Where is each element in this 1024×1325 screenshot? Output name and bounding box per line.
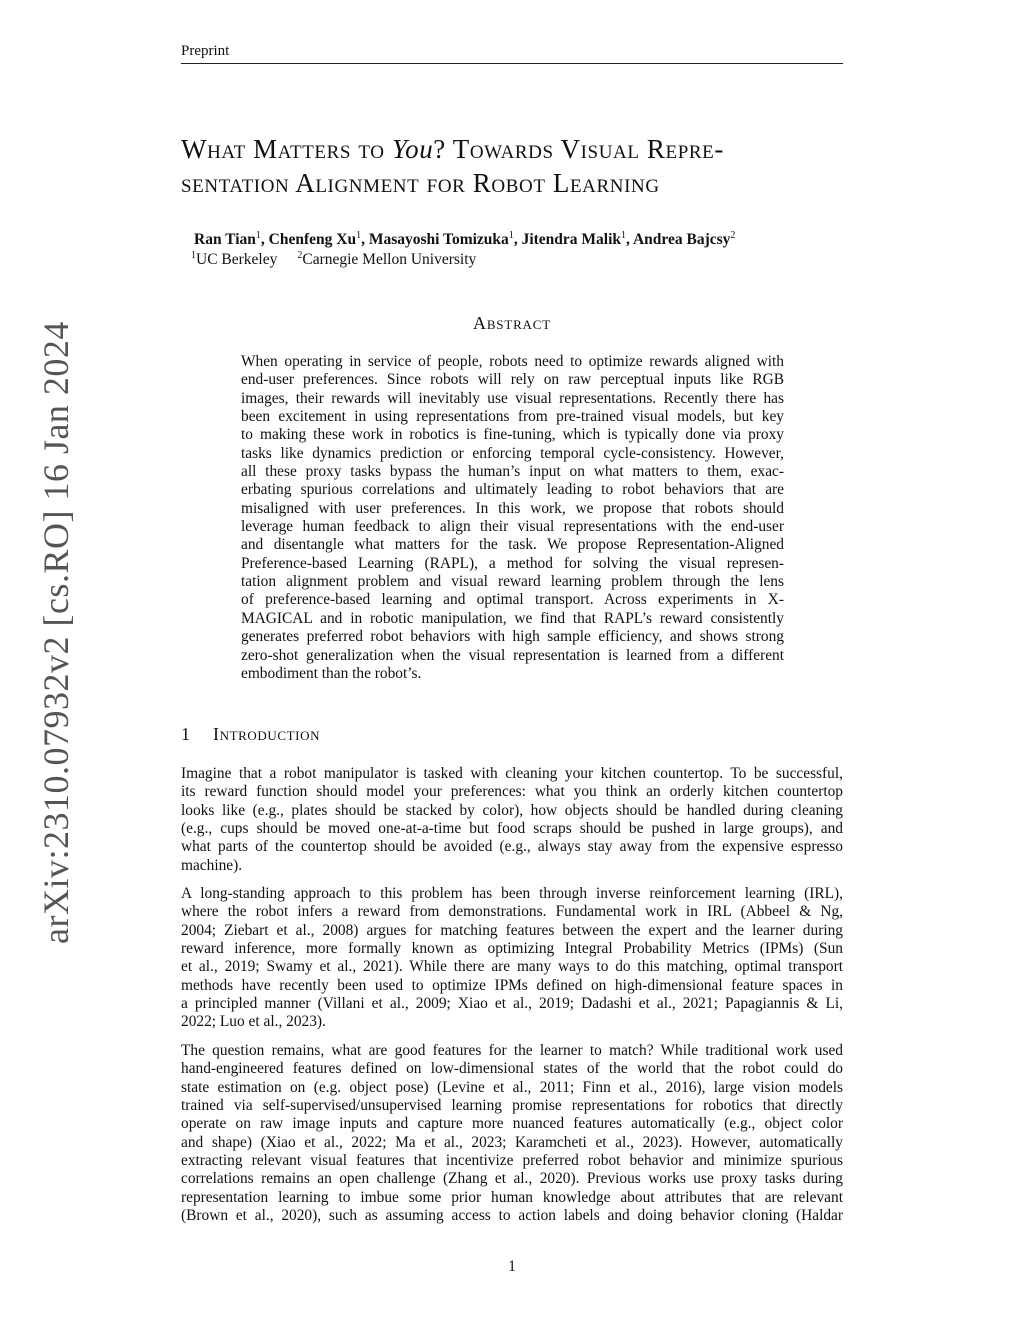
text-line: and shape) (Xiao et al., 2022; Ma et al., 2023; Karamcheti et al., 2023). However, automatically <box>181 1133 843 1151</box>
text-line: operate on raw image inputs and capture more nuanced features automatically (e.g., object color <box>181 1115 843 1133</box>
author: Ran Tian$^1$ <box>194 230 261 249</box>
text-line: embodiment than the robot’s. <box>241 664 422 682</box>
intro-paragraph-3 <box>181 1042 843 1225</box>
text-line: 2004; Ziebart et al., 2008) argues for matching features between the expert and the learner during <box>181 921 843 939</box>
text-line: what parts of the countertop should be avoided (e.g., always stay away from the expensive espresso <box>181 838 843 856</box>
abstract-heading: Abstract <box>473 313 551 333</box>
page-number: 1 <box>508 1258 516 1275</box>
text-line: erbating spurious correlations and ultimately leading to robot behaviors that are <box>241 481 784 499</box>
text-line: images, their rewards will inevitably use visual representations. Recently there has <box>241 389 784 407</box>
running-header: Preprint <box>181 43 843 64</box>
text-line: When operating in service of people, robots need to optimize rewards aligned with <box>241 353 784 370</box>
text-line: MAGICAL and in robotic manipulation, we find that RAPL’s reward consistently <box>241 609 784 627</box>
text-line: end-user preferences. Since robots will rely on raw perceptual inputs like RGB <box>241 371 784 389</box>
text-line: a principled manner (Villani et al., 2009; Xiao et al., 2019; Dadashi et al., 2021; Papagiannis & Li, <box>181 995 843 1013</box>
text-line: and disentangle what matters for the task. We propose Representation-Aligned <box>241 536 784 554</box>
title-line-2: sentation Alignment for Robot Learning <box>181 168 660 198</box>
text-line: looks like (e.g., plates should be stacked by color), how objects should be handled during cleaning <box>181 801 843 819</box>
text-line: Preference-based Learning (RAPL), a method for solving the visual represen- <box>241 554 784 572</box>
author-list: Ran Tian$^1$, Chenfeng Xu$^1$, Masayoshi Tomizuka$^1$, Jitendra Malik$^1$, Andrea Bajcsy$^2$ <box>194 230 736 249</box>
title-line-1: What Matters to You? Towards Visual Repre- <box>181 134 724 164</box>
section-title: Introduction <box>213 724 321 744</box>
text-line: representation learning to imbue some prior human knowledge about attributes that are relevant <box>181 1188 843 1206</box>
text-line: trained via self-supervised/unsupervised learning promise representations for robotics that directly <box>181 1097 843 1115</box>
text-line: been excitement in using representations from pre-trained visual models, but key <box>241 408 784 426</box>
text-line: zero-shot generalization when the visual representation is learned from a different <box>241 646 784 664</box>
text-line: generates preferred robot behaviors with high sample efficiency, and shows strong <box>241 628 784 646</box>
paper-title <box>181 132 861 200</box>
affiliations <box>191 246 476 270</box>
affiliation: $^2$Carnegie Mellon University <box>297 250 477 269</box>
text-line: all these proxy tasks bypass the human’s input on what matters to them, exac- <box>241 463 784 481</box>
text-line: 2022; Luo et al., 2023). <box>181 1013 326 1031</box>
author: Chenfeng Xu$^1$ <box>268 230 362 249</box>
text-line: reward inference, more formally known as optimizing Integral Probability Metrics (IPMs) (Sun <box>181 940 843 958</box>
text-line: to making these work in robotics is fine-tuning, which is typically done via proxy <box>241 426 784 444</box>
section-number: 1 <box>181 724 191 744</box>
section-heading-introduction <box>181 724 320 745</box>
text-line: (e.g., cups should be moved one-at-a-time but food scraps should be pushed in large groups), and <box>181 820 843 838</box>
text-line: its reward function should model your preferences: what you think an orderly kitchen countertop <box>181 783 843 801</box>
arxiv-identifier-stamp: arXiv:2310.07932v2 [cs.RO] 16 Jan 2024 <box>36 321 76 944</box>
text-line: Imagine that a robot manipulator is tasked with cleaning your kitchen countertop. To be successful, <box>181 765 843 782</box>
text-line: (Brown et al., 2020), such as assuming access to action labels and doing behavior cloning (Haldar <box>181 1207 843 1225</box>
abstract-body <box>241 353 784 683</box>
text-line: machine). <box>181 856 243 874</box>
text-line: extracting relevant visual features that incentivize preferred robot behavior and minimize spurious <box>181 1152 843 1170</box>
intro-paragraph-2 <box>181 885 843 1032</box>
text-line: misaligned with user preferences. In this work, we propose that robots should <box>241 499 784 517</box>
text-line: state estimation on (e.g. object pose) (Levine et al., 2011; Finn et al., 2016), large vision models <box>181 1078 843 1096</box>
text-line: leverage human feedback to align their visual representations with the end-user <box>241 518 784 536</box>
text-line: The question remains, what are good features for the learner to match? While traditional work used <box>181 1042 843 1059</box>
text-line: of preference-based learning and optimal transport. Across experiments in X- <box>241 591 784 609</box>
text-line: A long-standing approach to this problem has been through inverse reinforcement learning (IRL), <box>181 885 843 902</box>
text-line: et al., 2019; Swamy et al., 2021). While there are many ways to do this matching, optimal transport <box>181 958 843 976</box>
text-line: correlations remains an open challenge (Zhang et al., 2020). Previous works use proxy tasks during <box>181 1170 843 1188</box>
intro-paragraph-1 <box>181 765 843 875</box>
text-line: tasks like dynamics prediction or enforcing temporal cycle-consistency. However, <box>241 444 784 462</box>
author: Jitendra Malik$^1$ <box>521 230 627 249</box>
author: Andrea Bajcsy$^2$ <box>632 230 736 249</box>
author: Masayoshi Tomizuka$^1$ <box>368 230 514 249</box>
text-line: methods have recently been used to optimize IPMs defined on high-dimensional feature spaces in <box>181 976 843 994</box>
text-line: where the robot infers a reward from demonstrations. Fundamental work in IRL (Abbeel & Ng, <box>181 903 843 921</box>
affiliation: $^1$UC Berkeley <box>191 250 278 269</box>
text-line: hand-engineered features defined on low-dimensional states of the world that the robot could do <box>181 1060 843 1078</box>
text-line: tation alignment problem and visual reward learning problem through the lens <box>241 573 784 591</box>
